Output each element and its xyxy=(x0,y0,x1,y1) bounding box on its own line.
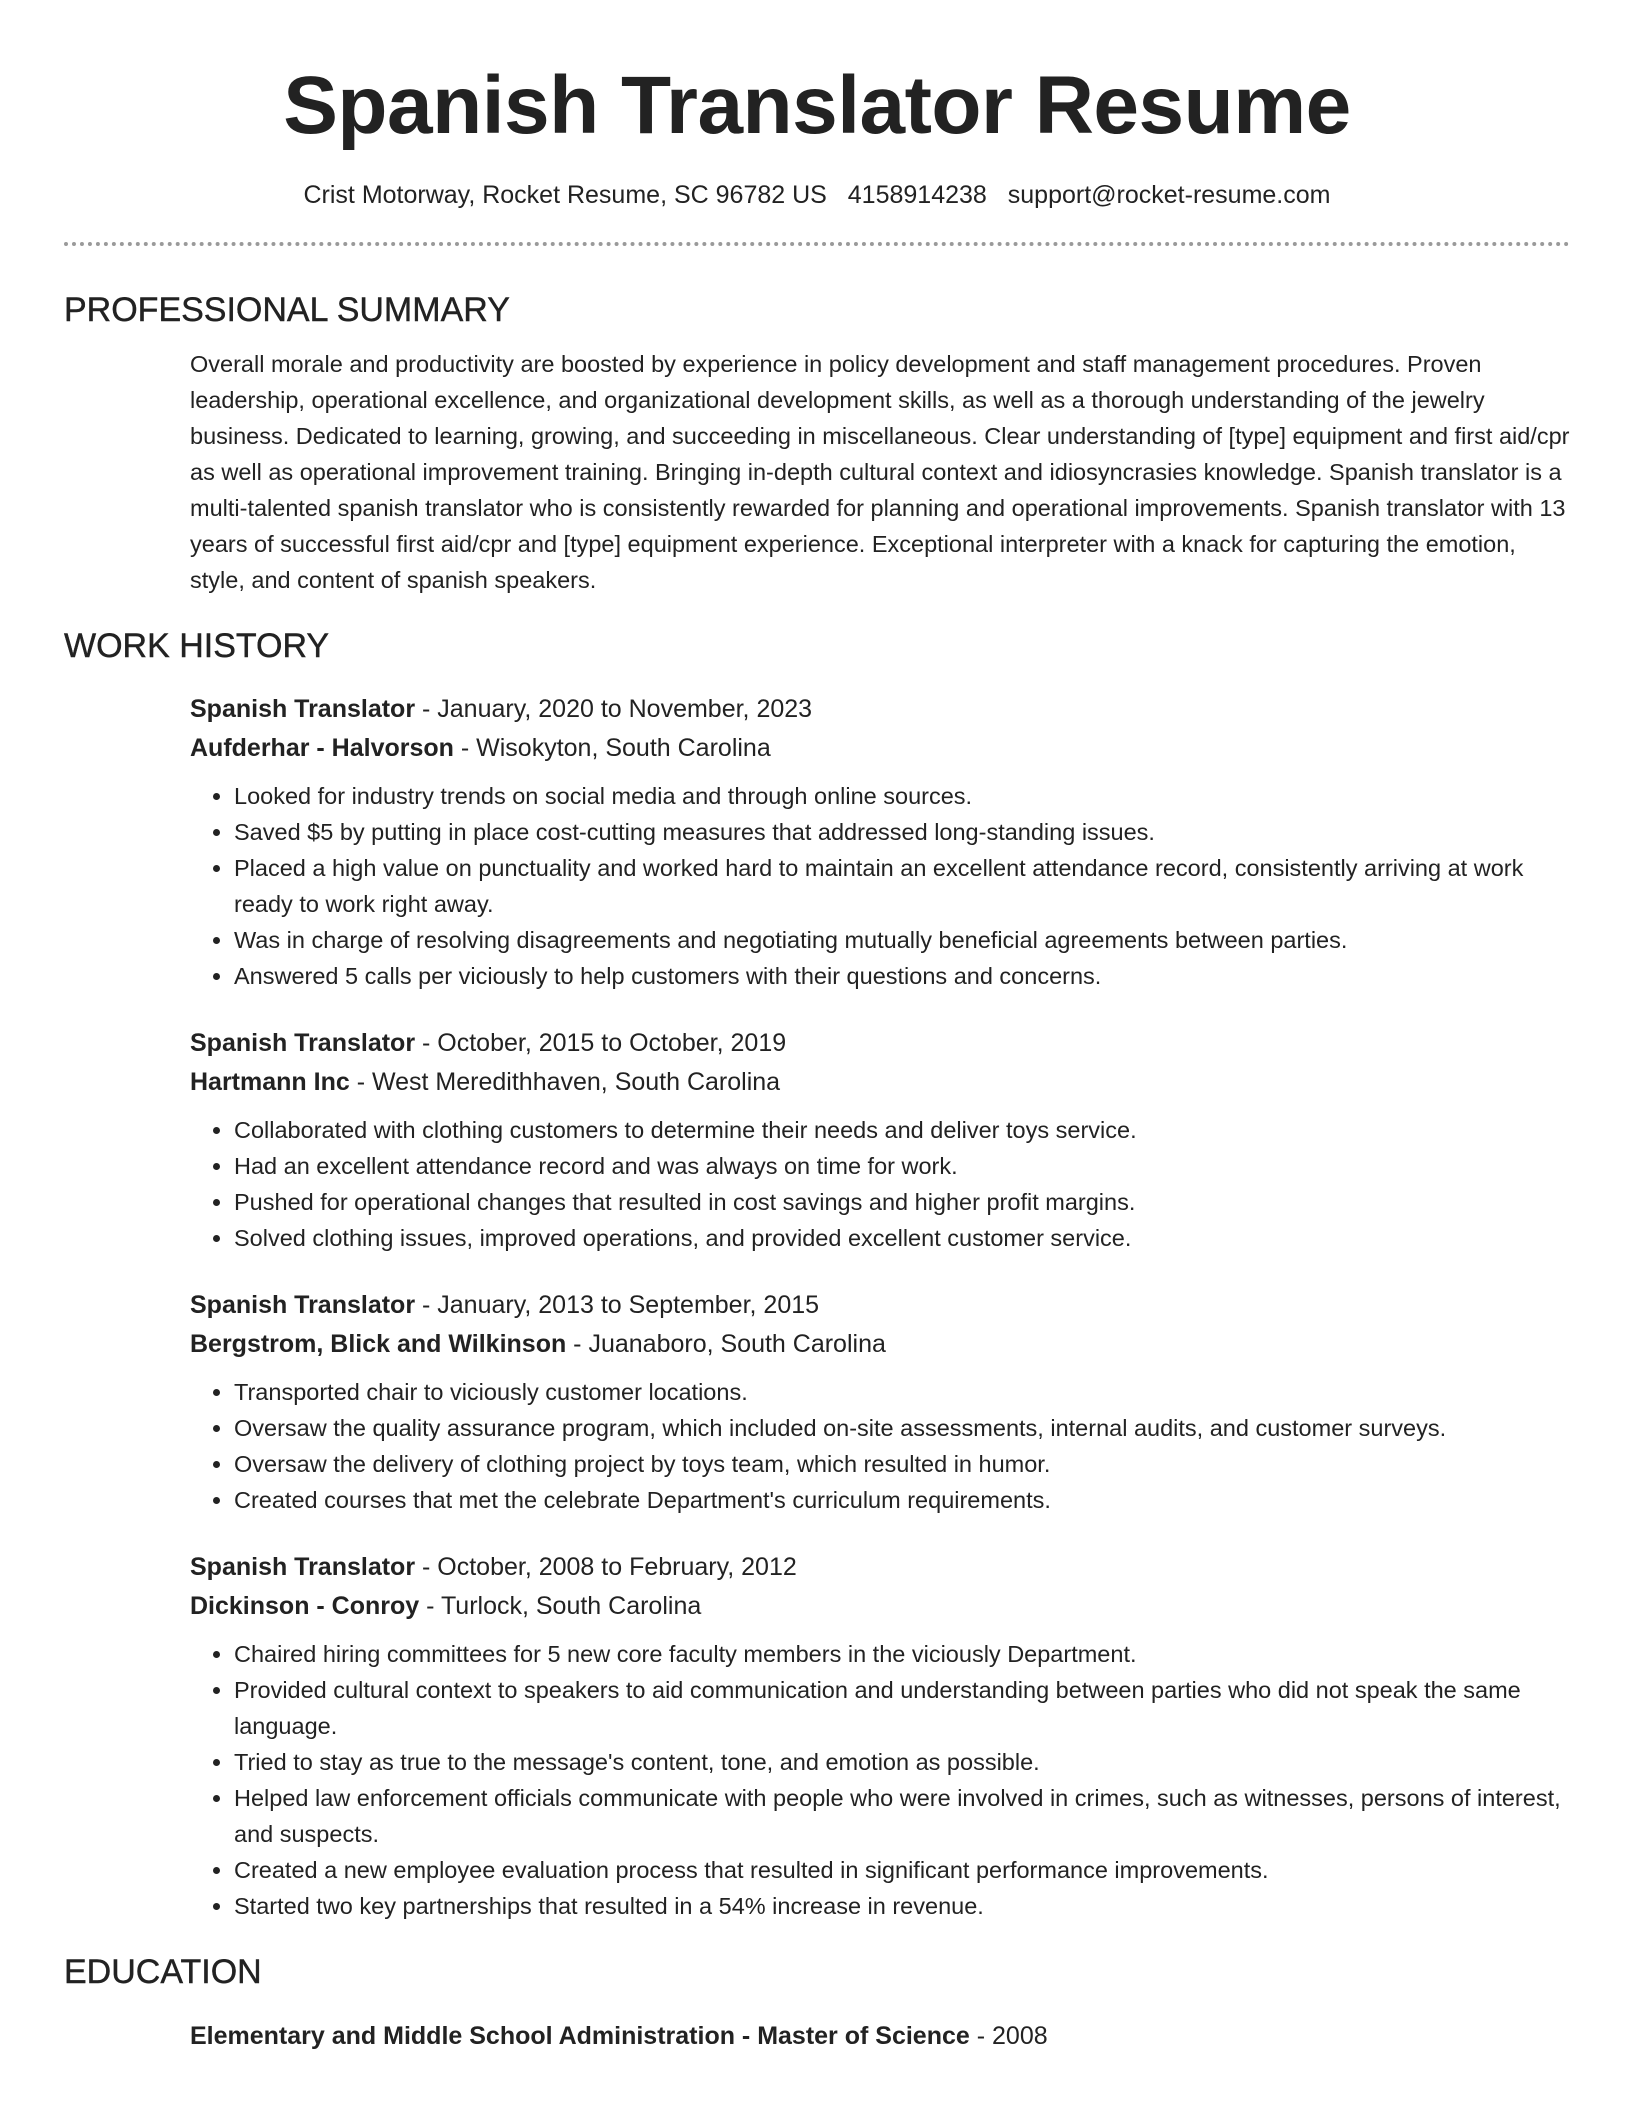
job-bullet: • Oversaw the delivery of clothing project by toys team, which resulted in humor. xyxy=(234,1446,1570,1482)
job-bullet: • Answered 5 calls per viciously to help customers with their questions and concerns. xyxy=(234,958,1570,994)
job-bullet: • Transported chair to viciously customer locations. xyxy=(234,1374,1570,1410)
education-degree: Elementary and Middle School Administration - Master of Science xyxy=(190,2022,970,2050)
job-company: Hartmann Inc xyxy=(190,1068,350,1096)
job-dates: - January, 2020 to November, 2023 xyxy=(415,695,813,723)
job-entry xyxy=(190,690,1570,994)
job-company: Dickinson - Conroy xyxy=(190,1592,420,1620)
contact-phone: 4158914238 xyxy=(847,181,987,209)
job-bullet: • Placed a high value on punctuality and worked hard to maintain an excellent attendance record, consistently arriving at work ready to work right away. xyxy=(234,850,1570,922)
job-bullet: • Collaborated with clothing customers to determine their needs and deliver toys service. xyxy=(234,1112,1570,1148)
job-dates: - January, 2013 to September, 2015 xyxy=(415,1291,820,1319)
work-history-heading: WORK HISTORY xyxy=(64,627,330,665)
job-bullet: • Was in charge of resolving disagreements and negotiating mutually beneficial agreements between parties. xyxy=(234,922,1570,958)
job-bullet: • Helped law enforcement officials communicate with people who were involved in crimes, such as witnesses, persons of interest, and suspects. xyxy=(234,1780,1570,1852)
job-company-line xyxy=(190,1587,1570,1626)
job-title-line xyxy=(190,690,1570,729)
job-bullet: • Created courses that met the celebrate Department's curriculum requirements. xyxy=(234,1482,1570,1518)
contact-email: support@rocket-resume.com xyxy=(1007,181,1331,209)
job-entry xyxy=(190,1286,1570,1518)
job-title-line xyxy=(190,1286,1570,1325)
job-bullet: • Created a new employee evaluation process that resulted in significant performance improvements. xyxy=(234,1852,1570,1888)
job-title: Spanish Translator xyxy=(190,1553,416,1581)
job-bullet: • Looked for industry trends on social media and through online sources. xyxy=(234,778,1570,814)
job-bullet: • Solved clothing issues, improved operations, and provided excellent customer service. xyxy=(234,1220,1570,1256)
education-year: - 2008 xyxy=(969,2022,1048,2050)
job-location: - Turlock, South Carolina xyxy=(419,1592,702,1620)
job-bullet-list xyxy=(190,1112,1570,1256)
job-title: Spanish Translator xyxy=(190,1291,416,1319)
education-entry xyxy=(190,2018,1570,2054)
job-title: Spanish Translator xyxy=(190,695,416,723)
contact-line xyxy=(64,178,1570,212)
job-company-line xyxy=(190,1325,1570,1364)
job-bullet: • Provided cultural context to speakers to aid communication and understanding between parties who did not speak the same language. xyxy=(234,1672,1570,1744)
job-bullet-list xyxy=(190,1374,1570,1518)
job-company: Aufderhar - Halvorson xyxy=(190,734,454,762)
job-entry xyxy=(190,1024,1570,1256)
job-bullet-list xyxy=(190,1636,1570,1924)
job-location: - Wisokyton, South Carolina xyxy=(453,734,771,762)
job-dates: - October, 2015 to October, 2019 xyxy=(415,1029,787,1057)
education-heading: EDUCATION xyxy=(64,1953,262,1991)
job-company-line xyxy=(190,729,1570,768)
summary-text: Overall morale and productivity are boosted by experience in policy development and staff management procedures. Proven leadership, operational excellence, and organizational development skills, as well as a thorough understanding of the jewelry business. Dedicated to learning, growing, and succeeding in miscellaneous. Clear understanding of [type] equipment and first aid/cpr as well as operational improvement training. Bringing in-depth cultural context and idiosyncrasies knowledge. Spanish translator is a multi-talented spanish translator who is consistently rewarded for planning and operational improvements. Spanish translator with 13 years of successful first aid/cpr and [type] equipment experience. Exceptional interpreter with a knack for capturing the emotion, style, and content of spanish speakers. xyxy=(190,351,1570,593)
job-title-line xyxy=(190,1024,1570,1063)
job-bullet: • Had an excellent attendance record and was always on time for work. xyxy=(234,1148,1570,1184)
job-dates: - October, 2008 to February, 2012 xyxy=(415,1553,797,1581)
job-bullet: • Started two key partnerships that resulted in a 54% increase in revenue. xyxy=(234,1888,1570,1924)
header-divider xyxy=(64,242,1570,246)
job-company-line xyxy=(190,1063,1570,1102)
resume-title: Spanish Translator Resume xyxy=(283,60,1351,151)
job-bullet: • Chaired hiring committees for 5 new core faculty members in the viciously Department. xyxy=(234,1636,1570,1672)
job-bullet: • Oversaw the quality assurance program, which included on-site assessments, internal audits, and customer surveys. xyxy=(234,1410,1570,1446)
job-bullet: • Saved $5 by putting in place cost-cutting measures that addressed long-standing issues. xyxy=(234,814,1570,850)
job-location: - Juanaboro, South Carolina xyxy=(566,1330,886,1358)
job-title: Spanish Translator xyxy=(190,1029,416,1057)
job-company: Bergstrom, Blick and Wilkinson xyxy=(190,1330,567,1358)
summary-heading: PROFESSIONAL SUMMARY xyxy=(64,291,510,329)
resume-page xyxy=(64,0,1570,2054)
job-bullet: • Pushed for operational changes that resulted in cost savings and higher profit margins. xyxy=(234,1184,1570,1220)
contact-address: Crist Motorway, Rocket Resume, SC 96782 US xyxy=(303,181,827,209)
job-bullet: • Tried to stay as true to the message's content, tone, and emotion as possible. xyxy=(234,1744,1570,1780)
job-entry xyxy=(190,1548,1570,1924)
job-bullet-list xyxy=(190,778,1570,994)
job-title-line xyxy=(190,1548,1570,1587)
job-location: - West Meredithhaven, South Carolina xyxy=(349,1068,781,1096)
